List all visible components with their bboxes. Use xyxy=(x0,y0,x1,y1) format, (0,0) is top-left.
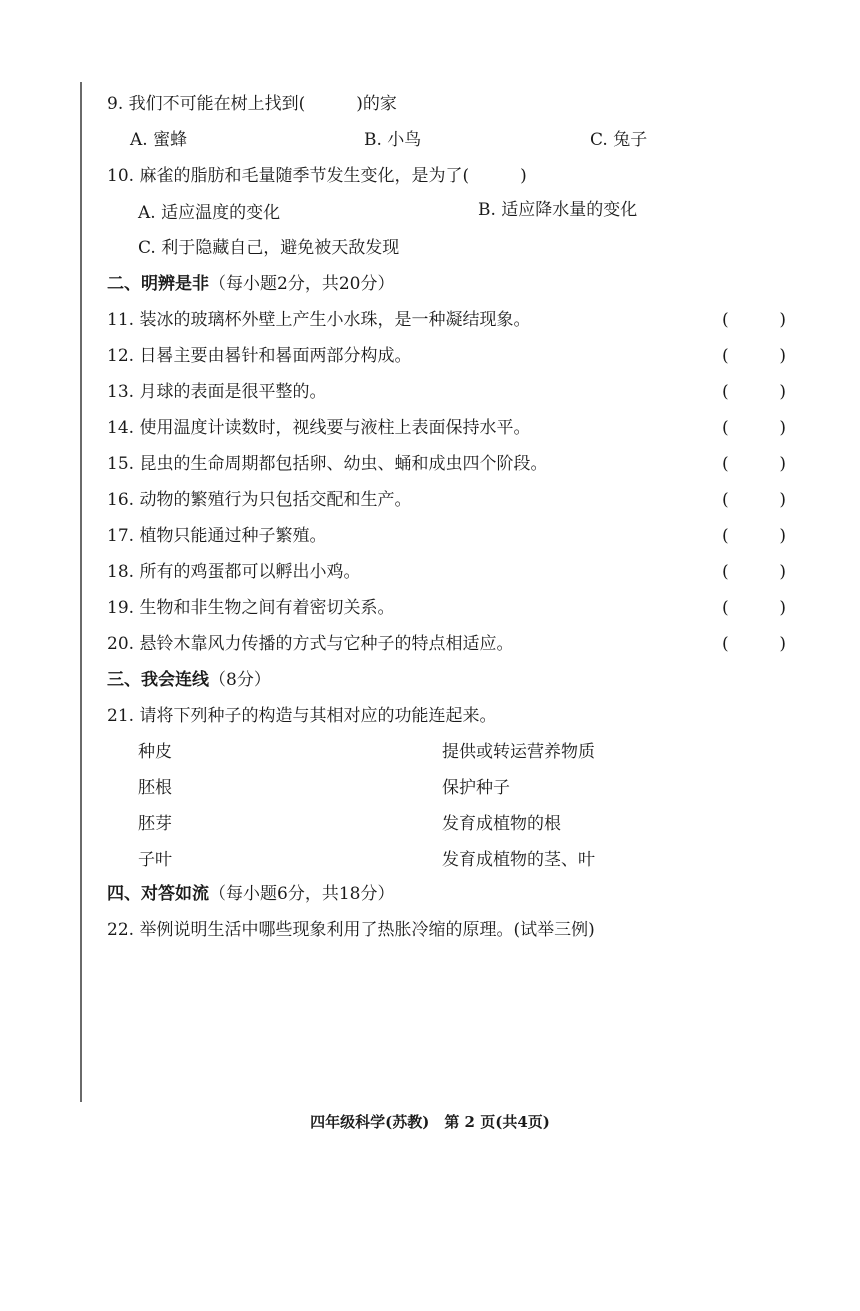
paren-open: ( xyxy=(722,490,729,510)
paren-close: ) xyxy=(779,490,786,510)
paren-open: ( xyxy=(722,346,729,366)
paren-open: ( xyxy=(722,310,729,330)
paren-open: ( xyxy=(722,454,729,474)
paren-open: ( xyxy=(722,418,729,438)
section-3-heading xyxy=(107,669,271,691)
paren-close: ) xyxy=(779,346,786,366)
section-2-heading xyxy=(107,273,394,295)
judge-item-12: 12. 日晷主要由晷针和晷面两部分构成。 xyxy=(107,346,412,366)
question-9-option-c: C. 兔子 xyxy=(590,130,648,150)
answer-blank-19 xyxy=(722,597,786,619)
judge-item-16: 16. 动物的繁殖行为只包括交配和生产。 xyxy=(107,490,412,510)
answer-blank-17 xyxy=(722,525,786,547)
judge-item-18: 18. 所有的鸡蛋都可以孵出小鸡。 xyxy=(107,562,361,582)
judge-item-15: 15. 昆虫的生命周期都包括卵、幼虫、蛹和成虫四个阶段。 xyxy=(107,454,548,474)
judge-item-11: 11. 装冰的玻璃杯外壁上产生小水珠，是一种凝结现象。 xyxy=(107,310,531,330)
seed-part-left-1: 种皮 xyxy=(138,742,172,762)
section-4-heading xyxy=(107,883,394,905)
paren-open: ( xyxy=(722,562,729,582)
section-2-title: 二、明辨是非 xyxy=(107,274,209,294)
question-10-option-c: C. 利于隐藏自己，避免被天敌发现 xyxy=(138,238,400,258)
section-4-title: 四、对答如流 xyxy=(107,884,209,904)
answer-blank-13 xyxy=(722,381,786,403)
section-3-note: （8分） xyxy=(209,670,271,690)
answer-blank-20 xyxy=(722,633,786,655)
seed-part-left-3: 胚芽 xyxy=(138,814,172,834)
question-9-option-a: A. 蜜蜂 xyxy=(130,130,188,150)
seed-function-right-1: 提供或转运营养物质 xyxy=(442,742,595,762)
question-9-option-b: B. 小鸟 xyxy=(364,130,422,150)
judge-item-14: 14. 使用温度计读数时，视线要与液柱上表面保持水平。 xyxy=(107,418,531,438)
paren-open: ( xyxy=(722,598,729,618)
question-21-stem: 21. 请将下列种子的构造与其相对应的功能连起来。 xyxy=(107,706,497,726)
judge-item-19: 19. 生物和非生物之间有着密切关系。 xyxy=(107,598,395,618)
answer-blank-15 xyxy=(722,453,786,475)
section-4-note: （每小题6分，共18分） xyxy=(209,884,395,904)
judge-item-20: 20. 悬铃木靠风力传播的方式与它种子的特点相适应。 xyxy=(107,634,514,654)
paren-close: ) xyxy=(779,526,786,546)
question-9-stem: 9. 我们不可能在树上找到( )的家 xyxy=(107,94,397,114)
paren-close: ) xyxy=(779,562,786,582)
paren-open: ( xyxy=(722,634,729,654)
paren-close: ) xyxy=(779,418,786,438)
seed-function-right-4: 发育成植物的茎、叶 xyxy=(442,850,595,870)
seed-part-left-2: 胚根 xyxy=(138,778,172,798)
answer-blank-14 xyxy=(722,417,786,439)
question-10-option-b: B. 适应降水量的变化 xyxy=(478,200,638,220)
paren-close: ) xyxy=(779,310,786,330)
seed-function-right-2: 保护种子 xyxy=(442,778,510,798)
seed-function-right-3: 发育成植物的根 xyxy=(442,814,561,834)
paren-open: ( xyxy=(722,382,729,402)
answer-blank-18 xyxy=(722,561,786,583)
paren-open: ( xyxy=(722,526,729,546)
section-3-title: 三、我会连线 xyxy=(107,670,209,690)
paren-close: ) xyxy=(779,634,786,654)
judge-item-17: 17. 植物只能通过种子繁殖。 xyxy=(107,526,327,546)
paren-close: ) xyxy=(779,382,786,402)
paren-close: ) xyxy=(779,598,786,618)
page-footer: 四年级科学(苏教) 第 2 页(共4页) xyxy=(310,1113,550,1131)
question-10-option-a: A. 适应温度的变化 xyxy=(138,203,281,223)
binding-margin-line xyxy=(80,82,82,1102)
question-10-stem: 10. 麻雀的脂肪和毛量随季节发生变化，是为了( ) xyxy=(107,166,527,186)
seed-part-left-4: 子叶 xyxy=(138,850,172,870)
section-2-note: （每小题2分，共20分） xyxy=(209,274,395,294)
judge-item-13: 13. 月球的表面是很平整的。 xyxy=(107,382,327,402)
answer-blank-16 xyxy=(722,489,786,511)
answer-blank-11 xyxy=(722,309,786,331)
question-22-stem: 22. 举例说明生活中哪些现象利用了热胀冷缩的原理。(试举三例) xyxy=(107,920,595,940)
answer-blank-12 xyxy=(722,345,786,367)
paren-close: ) xyxy=(779,454,786,474)
